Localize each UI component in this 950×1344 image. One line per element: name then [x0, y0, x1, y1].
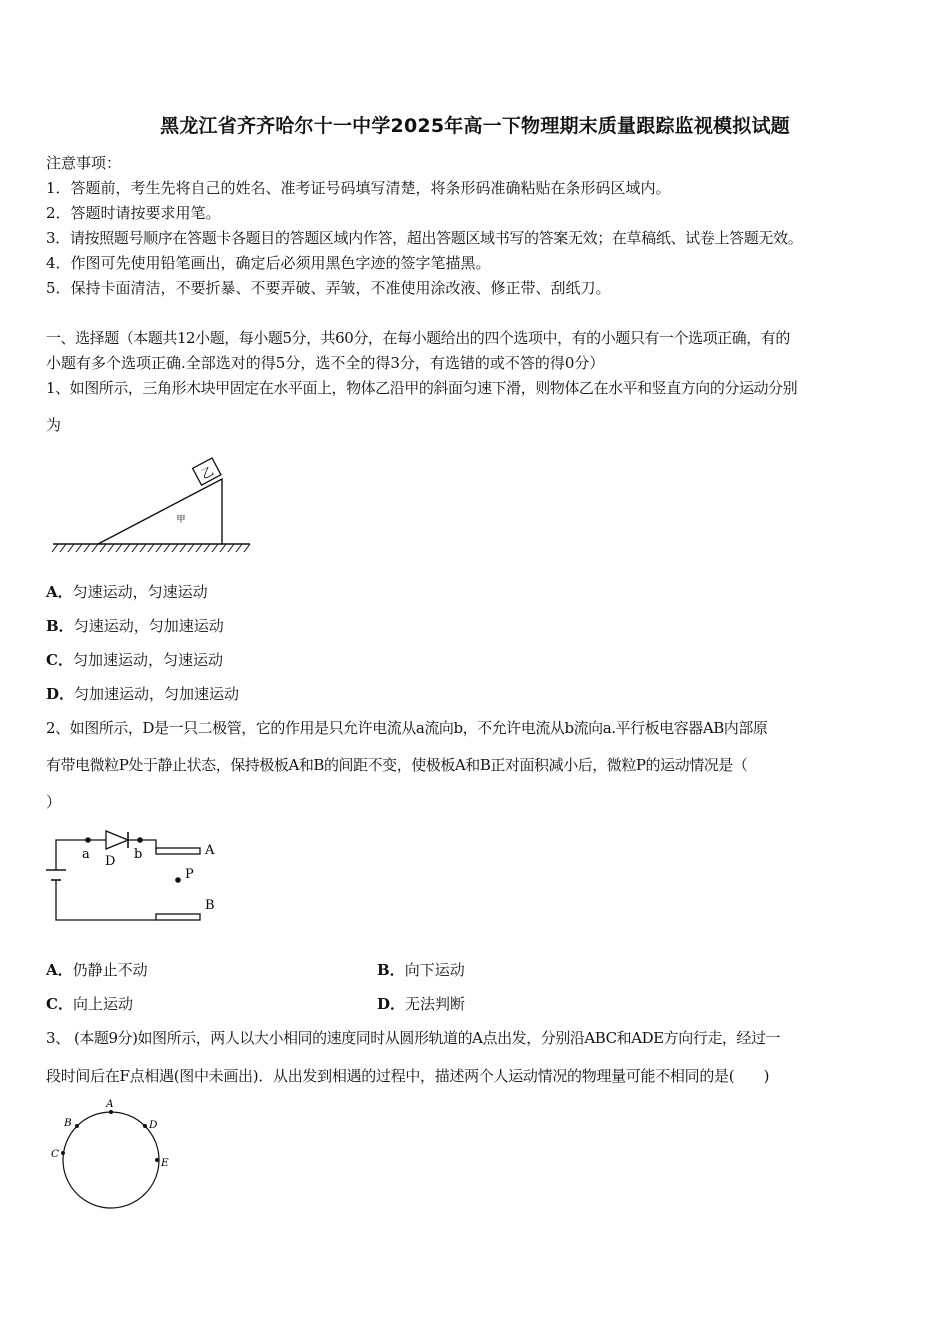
node-a [85, 837, 91, 843]
q2-option-a[interactable] [46, 959, 148, 980]
notice-item-3: 3．请按照题号顺序在答题卡各题目的答题区域内作答，超出答题区域书写的答案无效；在草稿纸、试卷上答题无效。 [46, 229, 803, 247]
q1-stem-line2: 为 [46, 416, 62, 434]
q2-stem-line1: 2、如图所示，D是一只二极管，它的作用是只允许电流从a流向b，不允许电流从b流向a.平行板电容器AB内部原 [46, 719, 768, 737]
q3-stem-line2: 段时间后在F点相遇(图中未画出)．从出发到相遇的过程中，描述两个人运动情况的物理量可能不相同的是( ) [46, 1067, 770, 1085]
q2-option-b-key: B． [377, 961, 405, 979]
notice-item-2: 2．答题时请按要求用笔。 [46, 204, 221, 222]
plate-b [156, 914, 200, 920]
q1-option-b-key: B． [46, 617, 74, 635]
label-a: a [82, 847, 90, 862]
particle-p [175, 877, 181, 883]
exam-title: 黑龙江省齐齐哈尔十一中学2025年高一下物理期末质量跟踪监视模拟试题 [160, 115, 790, 137]
label-b: b [134, 847, 143, 862]
q1-option-c-text: 匀加速运动，匀速运动 [72, 651, 223, 669]
label-d: D [105, 854, 116, 869]
point-e-label: E [161, 1157, 169, 1169]
q2-option-a-text: 仍静止不动 [72, 961, 148, 979]
notice-heading: 注意事项： [46, 154, 122, 172]
q1-option-d-key: D． [46, 685, 75, 703]
q2-option-c[interactable] [46, 993, 133, 1014]
q1-incline-figure [50, 455, 255, 555]
q2-option-d-text: 无法判断 [405, 995, 466, 1013]
notice-item-1: 1．答题前，考生先将自己的姓名、准考证号码填写清楚，将条形码准确粘贴在条形码区域内。 [46, 179, 671, 197]
q2-option-b[interactable] [377, 959, 465, 980]
q1-option-c-key: C． [46, 651, 73, 669]
node-b [137, 837, 143, 843]
q2-circuit-figure [44, 822, 229, 927]
q1-option-b-text: 匀速运动，匀加速运动 [73, 617, 224, 635]
q2-option-b-text: 向下运动 [404, 961, 465, 979]
diode-symbol [106, 831, 128, 849]
q2-option-a-key: A． [46, 961, 73, 979]
q3-circle-track-figure [46, 1095, 181, 1215]
q1-option-d-text: 匀加速运动，匀加速运动 [74, 685, 240, 703]
section-instruction-line1: 一、选择题（本题共12小题，每小题5分，共60分，在每小题给出的四个选项中，有的小题只有一个选项正确，有的 [46, 329, 790, 347]
q2-option-c-text: 向上运动 [72, 995, 133, 1013]
plate-a [156, 848, 200, 854]
q2-option-d[interactable] [377, 993, 465, 1014]
q2-option-d-key: D． [377, 995, 406, 1013]
point-b-label: B [64, 1117, 72, 1129]
section-instruction-line2: 小题有多个选项正确.全部选对的得5分，选不全的得3分，有选错的或不答的得0分） [46, 354, 605, 372]
notice-item-5: 5．保持卡面清洁，不要折暴、不要弄破、弄皱，不准使用涂改液、修正带、刮纸刀。 [46, 279, 611, 297]
point-d-label: D [149, 1119, 158, 1131]
q1-block-label: 乙 [198, 463, 217, 482]
label-plate-a: A [205, 843, 215, 858]
label-p: P [185, 867, 194, 882]
q1-option-a-text: 匀速运动，匀速运动 [72, 583, 208, 601]
q1-option-a[interactable] [46, 581, 208, 602]
q2-stem-line2: 有带电微粒P处于静止状态，保持极板A和B的间距不变，使极板A和B正对面积减小后，微粒P的运动情况是（ [46, 756, 748, 774]
q1-stem-line1: 1、如图所示，三角形木块甲固定在水平面上，物体乙沿甲的斜面匀速下滑，则物体乙在水平和竖直方向的分运动分别 [46, 379, 798, 397]
q2-option-c-key: C． [46, 995, 73, 1013]
q1-option-d[interactable] [46, 683, 239, 704]
label-plate-b: B [205, 898, 215, 913]
q1-option-b[interactable] [46, 615, 224, 636]
q1-option-a-key: A． [46, 583, 73, 601]
notice-item-4: 4．作图可先使用铅笔画出，确定后必须用黑色字迹的签字笔描黑。 [46, 254, 491, 272]
q1-option-c[interactable] [46, 649, 223, 670]
q3-stem-line1: 3、 (本题9分)如图所示，两人以大小相同的速度同时从圆形轨道的A点出发，分别沿ABC和ADE方向行走，经过一 [46, 1029, 781, 1047]
q2-stem-line3: ） [46, 793, 62, 811]
point-a-label: A [106, 1098, 114, 1110]
q1-wedge-label: 甲 [176, 515, 186, 525]
point-c-label: C [51, 1148, 60, 1160]
